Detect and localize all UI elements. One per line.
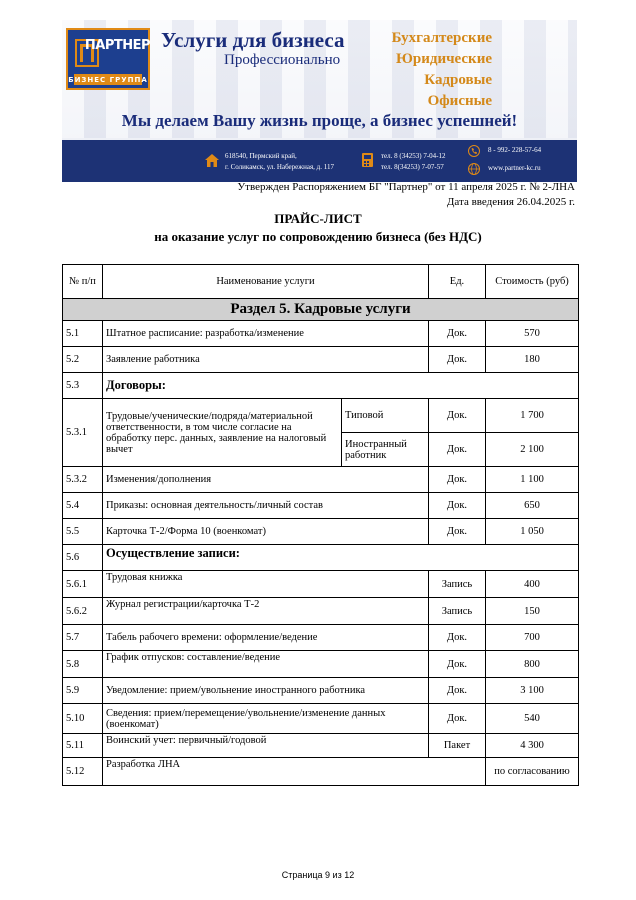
table-row (63, 571, 579, 598)
row-name: Табель рабочего времени: оформление/ведение (103, 625, 429, 651)
logo-subtitle: БИЗНЕС ГРУППА (68, 76, 148, 84)
services-list (392, 28, 492, 112)
row-cost: 700 (486, 625, 579, 651)
row-num: 5.7 (63, 625, 103, 651)
row-name: Сведения: прием/перемещение/увольнение/изменение данных (военкомат) (103, 704, 429, 734)
row-cost: 400 (486, 571, 579, 598)
table-row (63, 545, 579, 571)
table-row (63, 651, 579, 678)
row-cost: 650 (486, 493, 579, 519)
header-cost: Стоимость (руб) (486, 265, 579, 299)
document-subtitle: на оказание услуг по сопровождению бизнеса (без НДС) (154, 229, 482, 244)
row-unit: Док. (429, 704, 486, 734)
table-row (63, 625, 579, 651)
table-row (63, 493, 579, 519)
table-row (63, 758, 579, 786)
row-name: Карточка Т-2/Форма 10 (военкомат) (103, 519, 429, 545)
row-unit: Док. (429, 651, 486, 678)
row-variant-label: Иностранный работник (342, 433, 429, 467)
row-num: 5.2 (63, 347, 103, 373)
logo-title: ПАРТНЕР (84, 38, 150, 53)
row-unit: Док. (429, 519, 486, 545)
header-unit: Ед. (429, 265, 486, 299)
page-number: Страница 9 из 12 (281, 870, 355, 880)
row-name: Заявление работника (103, 347, 429, 373)
row-name: Журнал регистрации/карточка Т-2 (103, 598, 429, 625)
row-num: 5.3 (63, 373, 103, 399)
table-row (63, 399, 579, 433)
row-unit: Запись (429, 598, 486, 625)
row-num: 5.4 (63, 493, 103, 519)
row-num: 5.9 (63, 678, 103, 704)
row-name: Воинский учет: первичный/годовой (103, 734, 429, 758)
table-row (63, 467, 579, 493)
contact-bar (62, 140, 577, 182)
table-header-row (63, 265, 579, 299)
row-cost: 800 (486, 651, 579, 678)
row-unit: Док. (429, 467, 486, 493)
header-num: № п/п (63, 265, 103, 299)
row-num: 5.8 (63, 651, 103, 678)
phones: тел. 8 (34253) 7-04-12 тел. 8(34253) 7-07-57 (381, 152, 446, 171)
table-row (63, 519, 579, 545)
globe-icon (468, 163, 480, 175)
row-cost: 180 (486, 347, 579, 373)
header-banner (62, 20, 577, 182)
effective-date: Дата введения 26.04.2025 г. (446, 196, 575, 208)
row-cost: 1 700 (486, 399, 579, 433)
row-unit: Док. (429, 493, 486, 519)
row-num: 5.5 (63, 519, 103, 545)
row-unit: Док. (429, 347, 486, 373)
approval-line: Утвержден Распоряжением БГ "Партнер" от 11 апреля 2025 г. № 2-ЛНА (237, 181, 575, 193)
row-name: График отпусков: составление/ведение (103, 651, 429, 678)
row-unit: Док. (429, 321, 486, 347)
row-name: Штатное расписание: разработка/изменение (103, 321, 429, 347)
row-num: 5.11 (63, 734, 103, 758)
row-unit: Док. (429, 625, 486, 651)
row-num: 5.1 (63, 321, 103, 347)
table-row (63, 734, 579, 758)
table-row (63, 678, 579, 704)
table-row (63, 373, 579, 399)
table-row (63, 347, 579, 373)
mobile-phone-icon (468, 145, 480, 157)
table-row (63, 598, 579, 625)
section-title: Раздел 5. Кадровые услуги (63, 299, 579, 321)
row-cost: 150 (486, 598, 579, 625)
row-unit: Док. (429, 399, 486, 433)
row-num: 5.12 (63, 758, 103, 786)
address: 618540, Пермский край, г. Соликамск, ул. Набережная, д. 117 (225, 152, 334, 171)
row-cost: 1 050 (486, 519, 579, 545)
row-group-title: Осуществление записи: (103, 545, 579, 571)
table-row (63, 321, 579, 347)
row-name: Уведомление: прием/увольнение иностранного работника (103, 678, 429, 704)
row-name: Изменения/дополнения (103, 467, 429, 493)
service-item: Юридические (395, 51, 492, 67)
phone-icon (362, 153, 373, 167)
row-name: Трудовые/ученические/подряда/материальной ответственности, в том числе согласие на обработку перс. данных, заявление на налоговый вычет (103, 399, 342, 467)
row-group-title: Договоры: (103, 373, 579, 399)
row-cost: 2 100 (486, 433, 579, 467)
row-unit: Док. (429, 678, 486, 704)
row-name: Разработка ЛНА (103, 758, 486, 786)
row-num: 5.3.2 (63, 467, 103, 493)
home-icon (205, 154, 219, 167)
row-cost: 570 (486, 321, 579, 347)
price-table (62, 264, 579, 786)
row-num: 5.6.1 (63, 571, 103, 598)
row-unit: Пакет (429, 734, 486, 758)
slogan: Мы делаем Вашу жизнь проще, а бизнес успешней! (121, 111, 518, 130)
service-item: Кадровые (424, 72, 492, 88)
mobile-number: 8 - 992- 228-57-64 (488, 146, 542, 154)
row-variant-label: Типовой (342, 399, 429, 433)
row-num: 5.3.1 (63, 399, 103, 467)
header-service-name: Наименование услуги (103, 265, 429, 299)
website-link[interactable]: www.partner-kc.ru (488, 164, 541, 172)
company-logo (66, 28, 150, 90)
row-unit: Док. (429, 433, 486, 467)
row-unit: Запись (429, 571, 486, 598)
banner-subtitle: Профессионально (224, 52, 341, 68)
row-num: 5.6.2 (63, 598, 103, 625)
row-num: 5.10 (63, 704, 103, 734)
row-cost: по согласованию (486, 758, 579, 786)
row-name: Трудовая книжка (103, 571, 429, 598)
row-cost: 540 (486, 704, 579, 734)
section-header-row (63, 299, 579, 321)
service-item: Офисные (427, 93, 492, 109)
row-cost: 1 100 (486, 467, 579, 493)
row-name: Приказы: основная деятельность/личный состав (103, 493, 429, 519)
row-cost: 4 300 (486, 734, 579, 758)
service-item: Бухгалтерские (391, 30, 492, 46)
document-title: ПРАЙС-ЛИСТ (274, 211, 362, 226)
banner-title: Услуги для бизнеса (161, 28, 345, 52)
row-num: 5.6 (63, 545, 103, 571)
table-row (63, 704, 579, 734)
row-cost: 3 100 (486, 678, 579, 704)
